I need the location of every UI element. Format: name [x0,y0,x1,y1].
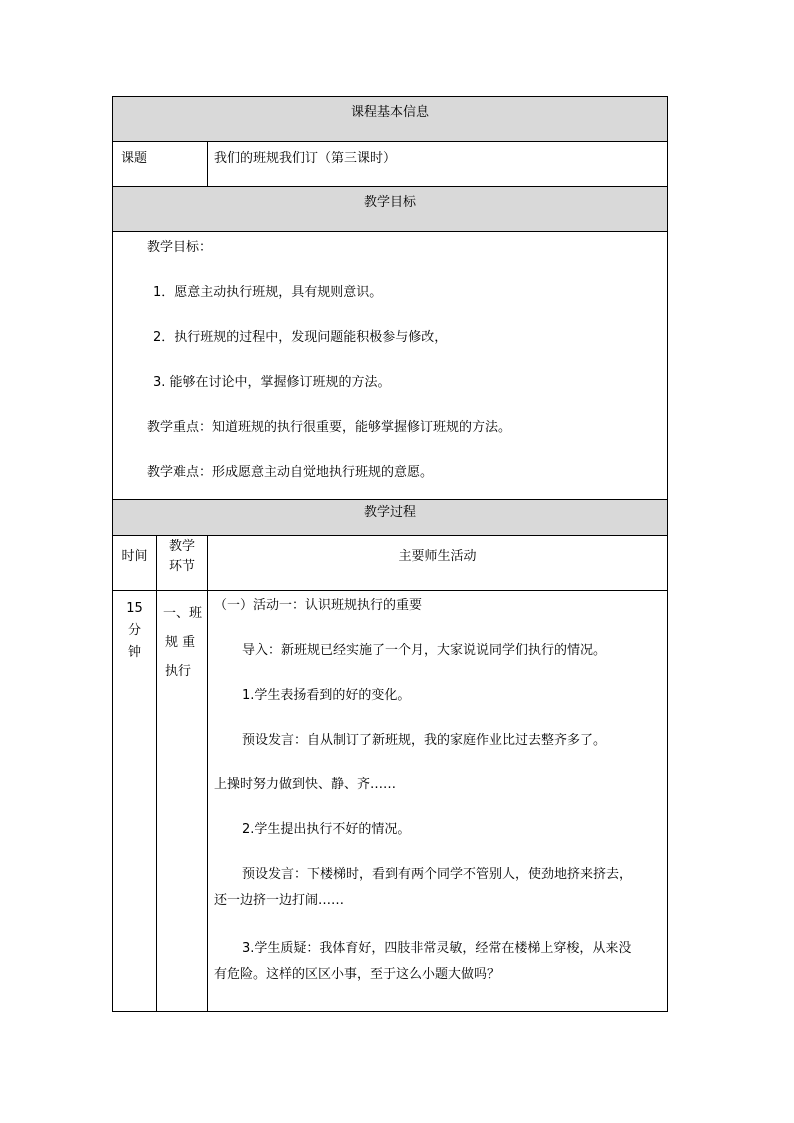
activity-line: 1.学生表扬看到的好的变化。 [242,688,411,703]
activity-line: 预设发言：自从制订了新班规，我的家庭作业比过去整齐多了。 [242,733,607,748]
section-title: 教学过程 [364,505,417,520]
topic-label: 课题 [121,151,148,166]
section-title: 课程基本信息 [351,105,430,120]
col-header-activity [208,536,668,591]
activity-line: 3.学生质疑：我体育好，四肢非常灵敏，经常在楼梯上穿梭，从来没 [242,941,632,956]
time-line: 15 [126,601,143,616]
activity-line: 上操时努力做到快、静、齐…… [214,777,397,792]
col-header-time [113,536,157,591]
section-header-process [113,500,668,536]
time-line: 分 [127,623,141,638]
section-header-basic-info [113,97,668,142]
objective-item: 1．愿意主动执行班规，具有规则意识。 [153,285,383,300]
col-stage-label-2: 环节 [168,559,195,574]
activity-cell [208,591,668,1012]
col-stage-label-1: 教学 [168,539,195,554]
topic-value-cell [208,142,668,187]
activity-line: 有危险。这样的区区小事，至于这么小题大做吗？ [214,967,501,982]
difficulty: 教学难点：形成愿意主动自觉地执行班规的意愿。 [147,465,434,480]
section-header-objectives [113,187,668,232]
topic-label-cell [113,142,208,187]
stage-cell [157,591,208,1012]
activity-line: 还一边挤一边打闹…… [214,893,345,908]
activity-line: （一）活动一：认识班规执行的重要 [214,598,423,613]
activity-line: 导入：新班规已经实施了一个月，大家说说同学们执行的情况。 [242,643,607,658]
col-time-label: 时间 [121,549,148,564]
col-activity-label: 主要师生活动 [398,549,477,564]
key-point: 教学重点：知道班规的执行很重要，能够掌握修订班规的方法。 [147,420,512,435]
topic-value: 我们的班规我们订（第三课时） [214,151,397,166]
stage-line: 执行 [165,664,192,679]
activity-line: 预设发言：下楼梯时，看到有两个同学不管别人，使劲地挤来挤去， [242,867,633,882]
objectives-heading: 教学目标： [147,240,213,255]
stage-line: 一、班 [163,606,203,621]
objectives-cell [113,232,668,500]
activity-line: 2.学生提出执行不好的情况。 [242,822,411,837]
time-cell [113,591,157,1012]
col-header-stage [157,536,208,591]
lesson-plan-table [112,96,668,1012]
objective-item: 2．执行班规的过程中，发现问题能积极参与修改， [153,330,448,345]
stage-line: 规 重 [165,635,196,650]
section-title: 教学目标 [364,195,417,210]
time-line: 钟 [127,645,141,660]
objective-item: 3. 能够在讨论中，掌握修订班规的方法。 [153,375,391,390]
